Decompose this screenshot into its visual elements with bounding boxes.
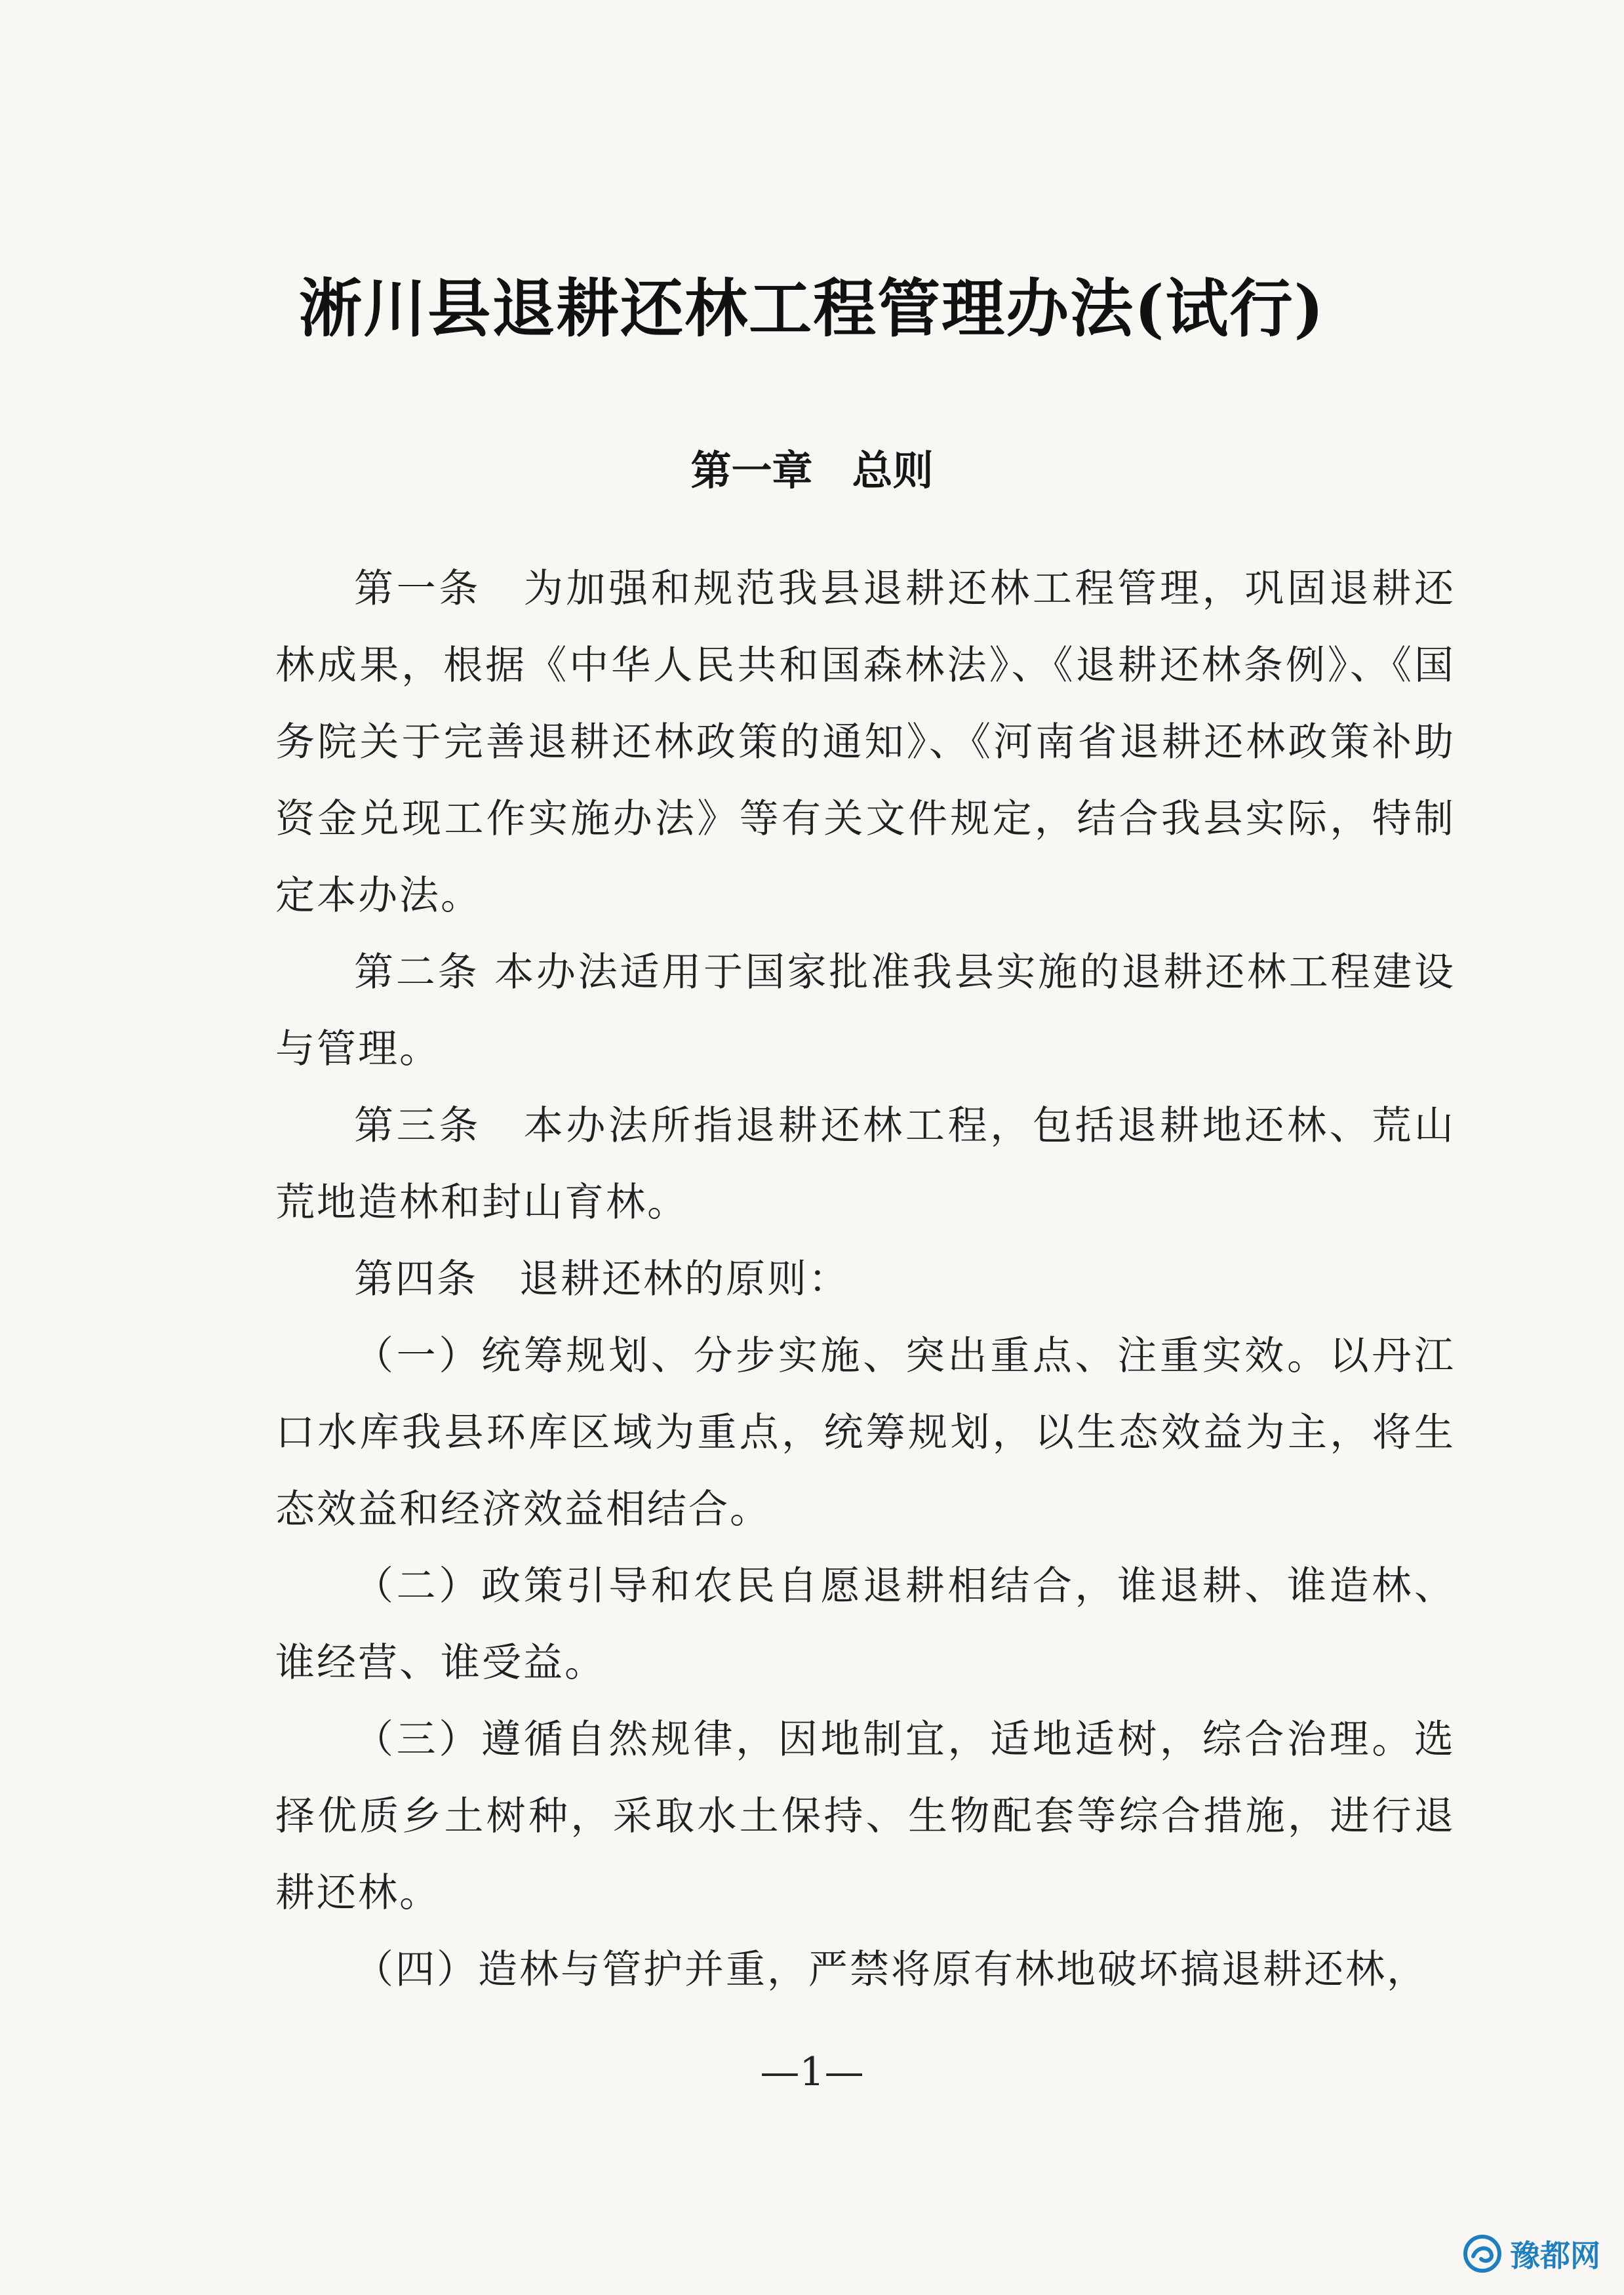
paragraph-principle-1: （一）统筹规划、分步实施、突出重点、注重实效。以丹江口水库我县环库区域为重点，统筹规划，以生态效益为主，将生态效益和经济效益相结合。 — [275, 1333, 1456, 1532]
watermark-text: 豫都网 — [1510, 2238, 1600, 2273]
swirl-logo-icon — [1461, 2233, 1503, 2275]
chapter-heading — [0, 438, 1624, 496]
paragraph-principle-2: （二）政策引导和农民自愿退耕相结合，谁退耕、谁造林、谁经营、谁受益。 — [275, 1563, 1456, 1686]
paragraph-principle-3: （三）遵循自然规律，因地制宜，适地适树，综合治理。选择优质乡土树种，采取水土保持、生物配套等综合措施，进行退耕还林。 — [275, 1717, 1456, 1916]
document-title: 淅川县退耕还林工程管理办法(试行) — [299, 271, 1325, 346]
site-watermark — [1461, 2231, 1600, 2277]
paragraph-article-1: 第一条 为加强和规范我县退耕还林工程管理，巩固退耕还林成果，根据《中华人民共和国森林法》、《退耕还林条例》、《国务院关于完善退耕还林政策的通知》、《河南省退耕还林政策补助资金兑现工作实施办法》等有关文件规定，结合我县实际，特制定本办法。 — [275, 566, 1456, 919]
chapter-name: 总则 — [852, 447, 934, 494]
page-number: —1— — [760, 2049, 864, 2095]
paragraph-principle-4: （四）造林与管护并重，严禁将原有林地破坏搞退耕还林， — [354, 1947, 1428, 1993]
chapter-number: 第一章 — [690, 447, 813, 494]
paragraph-article-2: 第二条 本办法适用于国家批准我县实施的退耕还林工程建设与管理。 — [275, 949, 1456, 1072]
paragraph-article-3: 第三条 本办法所指退耕还林工程，包括退耕地还林、荒山荒地造林和封山育林。 — [275, 1103, 1456, 1226]
paragraph-article-4: 第四条 退耕还林的原则： — [354, 1256, 850, 1302]
document-body — [275, 551, 1456, 2008]
